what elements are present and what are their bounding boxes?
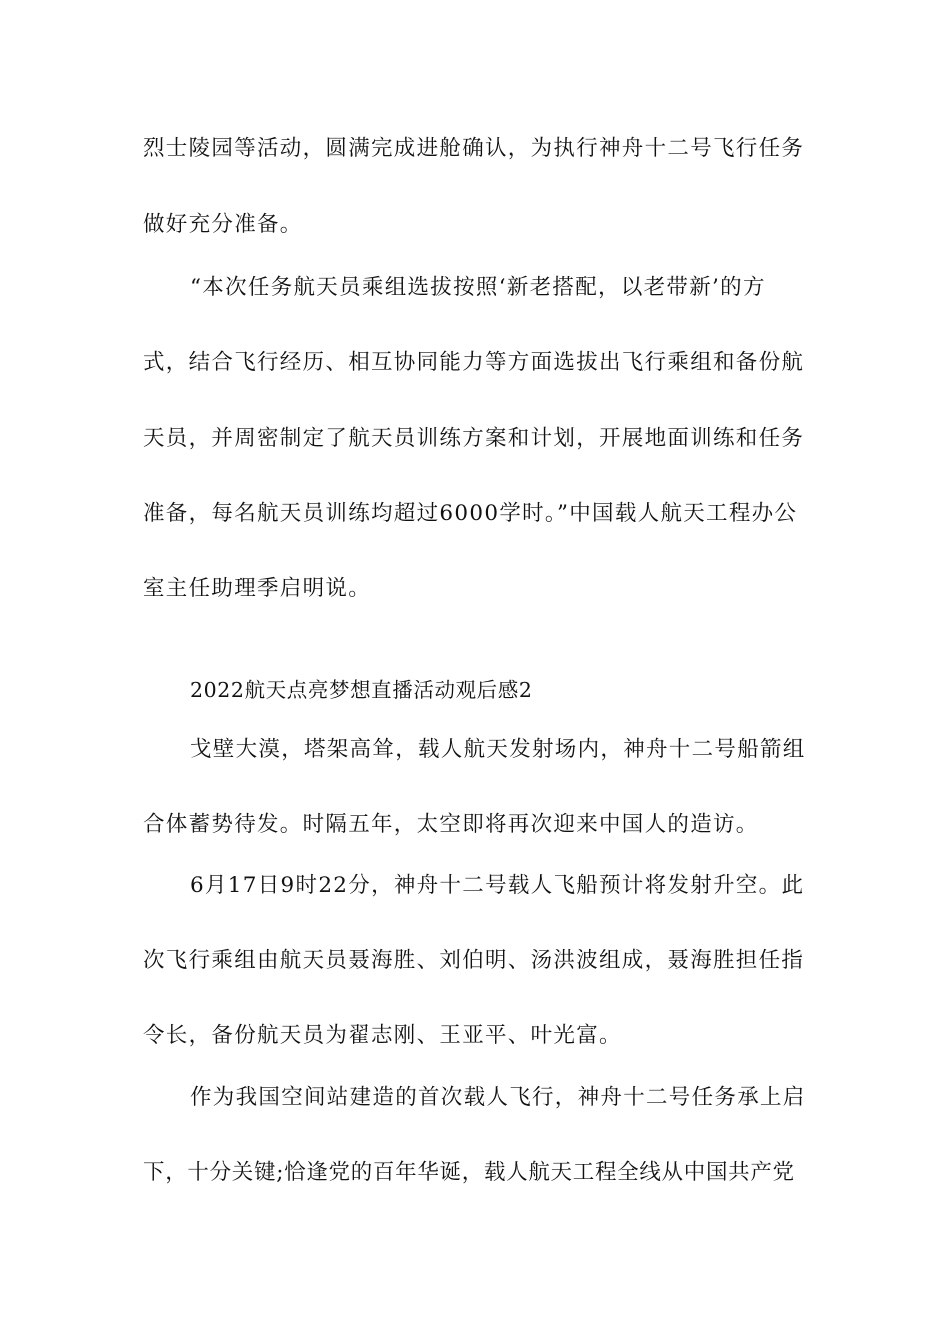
text-line: 做好充分准备。 xyxy=(143,212,303,237)
text-line: 式，结合飞行经历、相互协同能力等方面选拔出飞行乘组和备份航 xyxy=(143,350,805,375)
text-line: 天员，并周密制定了航天员训练方案和计划，开展地面训练和任务 xyxy=(143,426,805,451)
text-line: 6月17日9时22分，神舟十二号载人飞船预计将发射升空。此 xyxy=(190,873,805,898)
text-line: 烈士陵园等活动，圆满完成进舱确认，为执行神舟十二号飞行任务 xyxy=(143,136,805,161)
text-line: 下，十分关键;恰逢党的百年华诞，载人航天工程全线从中国共产党 xyxy=(143,1160,795,1185)
text-line: 准备，每名航天员训练均超过6000学时。”中国载人航天工程办公 xyxy=(143,501,798,526)
text-line: 次飞行乘组由航天员聂海胜、刘伯明、汤洪波组成，聂海胜担任指 xyxy=(143,948,805,973)
text-line: 令长，备份航天员为翟志刚、王亚平、叶光富。 xyxy=(143,1023,622,1048)
text-line: 戈壁大漠，塔架高耸，载人航天发射场内，神舟十二号船箭组 xyxy=(190,737,806,762)
text-line: “本次任务航天员乘组选拔按照‘新老搭配，以老带新’的方 xyxy=(190,275,766,300)
text-line: 合体蓄势待发。时隔五年，太空即将再次迎来中国人的造访。 xyxy=(143,812,759,837)
section-heading: 2022航天点亮梦想直播活动观后感2 xyxy=(190,678,533,702)
text-line: 作为我国空间站建造的首次载人飞行，神舟十二号任务承上启 xyxy=(190,1085,806,1110)
text-line: 室主任助理季启明说。 xyxy=(143,576,372,601)
